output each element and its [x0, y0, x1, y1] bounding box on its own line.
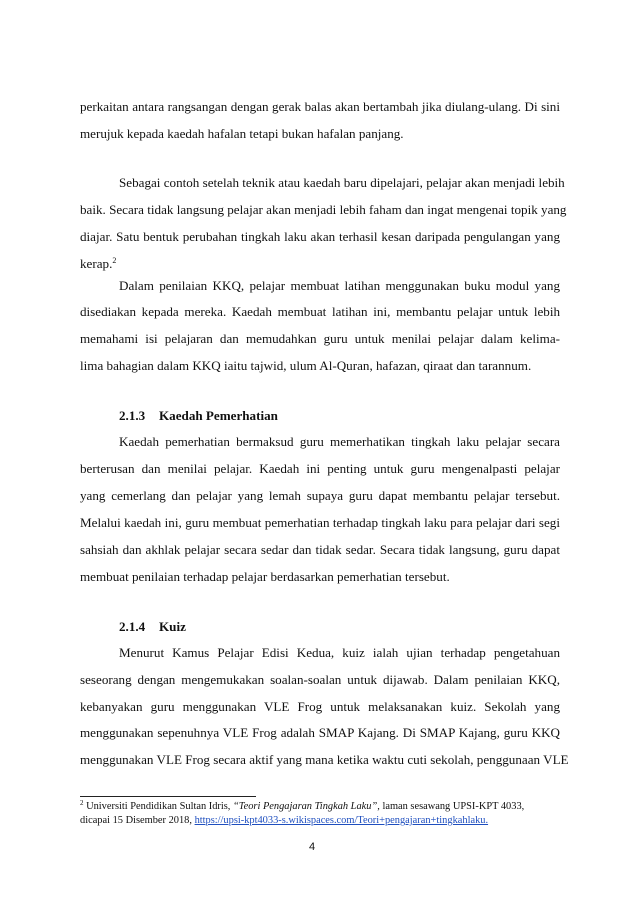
section-title: Kuiz	[159, 619, 186, 634]
footnote-accessed-date: dicapai 15 Disember 2018,	[80, 815, 195, 826]
section-heading-pemerhatian	[119, 408, 278, 424]
page-number: 4	[309, 841, 316, 853]
p2-line-4	[80, 256, 560, 272]
p1-line-2: merujuk kepada kaedah hafalan tetapi bukan hafalan panjang.	[80, 126, 404, 141]
footnote-line-1	[80, 800, 560, 813]
footnote-text-after: laman sesawang UPSI-KPT 4033,	[379, 801, 525, 812]
footnote-text-before: Universiti Pendidikan Sultan Idris,	[83, 801, 233, 812]
p4-line-1: Kaedah pemerhatian bermaksud guru memerhatikan tingkah laku pelajar secara	[119, 434, 560, 449]
p4-line-2: berterusan dan menilai pelajar. Kaedah ini penting untuk guru mengenalpasti pelajar	[80, 461, 560, 476]
section-number: 2.1.4	[119, 619, 146, 634]
p5-line-3: kebanyakan guru menggunakan VLE Frog untuk melaksanakan kuiz. Sekolah yang	[80, 699, 560, 714]
p4-line-6: membuat penilaian terhadap pelajar berdasarkan pemerhatian tersebut.	[80, 569, 450, 584]
p3-line-1: Dalam penilaian KKQ, pelajar membuat latihan menggunakan buku modul yang	[119, 278, 560, 293]
p5-line-2: seseorang dengan mengemukakan soalan-soalan untuk dijawab. Dalam penilaian KKQ,	[80, 672, 560, 687]
p2-line-2: baik. Secara tidak langsung pelajar akan menjadi lebih faham dan ingat mengenai topik yang	[80, 202, 567, 217]
section-heading-kuiz	[119, 619, 186, 635]
p2-line-1: Sebagai contoh setelah teknik atau kaedah baru dipelajari, pelajar akan menjadi lebih	[119, 175, 565, 190]
p5-line-4: menggunakan sepenuhnya VLE Frog adalah SMAP Kajang. Di SMAP Kajang, guru KKQ	[80, 725, 560, 740]
p2-line-3: diajar. Satu bentuk perubahan tingkah laku akan terhasil kesan daripada pengulangan yang	[80, 229, 560, 244]
p5-line-1: Menurut Kamus Pelajar Edisi Kedua, kuiz ialah ujian terhadap pengetahuan	[119, 645, 560, 660]
p3-line-3: memahami isi pelajaran dan memudahkan guru untuk menilai pelajar dalam kelima-	[80, 331, 560, 346]
p4-line-5: sahsiah dan akhlak pelajar secara sedar dan tidak sedar. Secara tidak langsung, guru dapat	[80, 542, 560, 557]
footnote-marker: 2	[112, 256, 117, 265]
p1-line-1: perkaitan antara rangsangan dengan gerak balas akan bertambah jika diulang-ulang. Di sini	[80, 99, 560, 114]
section-number: 2.1.3	[119, 408, 146, 423]
p2-line-4-text: kerap.	[80, 256, 113, 271]
footnote-title: “Teori Pengajaran Tingkah Laku”,	[233, 801, 380, 812]
footnote-line-2	[80, 814, 560, 827]
p3-line-4: lima bahagian dalam KKQ iaitu tajwid, ulum Al-Quran, hafazan, qiraat dan tarannum.	[80, 358, 532, 373]
p3-line-2: disediakan kepada mereka. Kaedah membuat latihan ini, membantu pelajar untuk lebih	[80, 304, 560, 319]
p5-line-5: menggunakan VLE Frog secara aktif yang mana ketika waktu cuti sekolah, penggunaan VLE	[80, 752, 569, 767]
footnote-link[interactable]: https://upsi-kpt4033-s.wikispaces.com/Teori+pengajaran+tingkahlaku.	[194, 815, 489, 826]
footnote-divider	[80, 796, 256, 797]
p4-line-3: yang cemerlang dan pelajar yang lemah supaya guru dapat membantu pelajar tersebut.	[80, 488, 560, 503]
section-title: Kaedah Pemerhatian	[159, 408, 278, 423]
footnote-number: 2	[80, 799, 84, 807]
p4-line-4: Melalui kaedah ini, guru membuat pemerhatian terhadap tingkah laku para pelajar dari segi	[80, 515, 560, 530]
